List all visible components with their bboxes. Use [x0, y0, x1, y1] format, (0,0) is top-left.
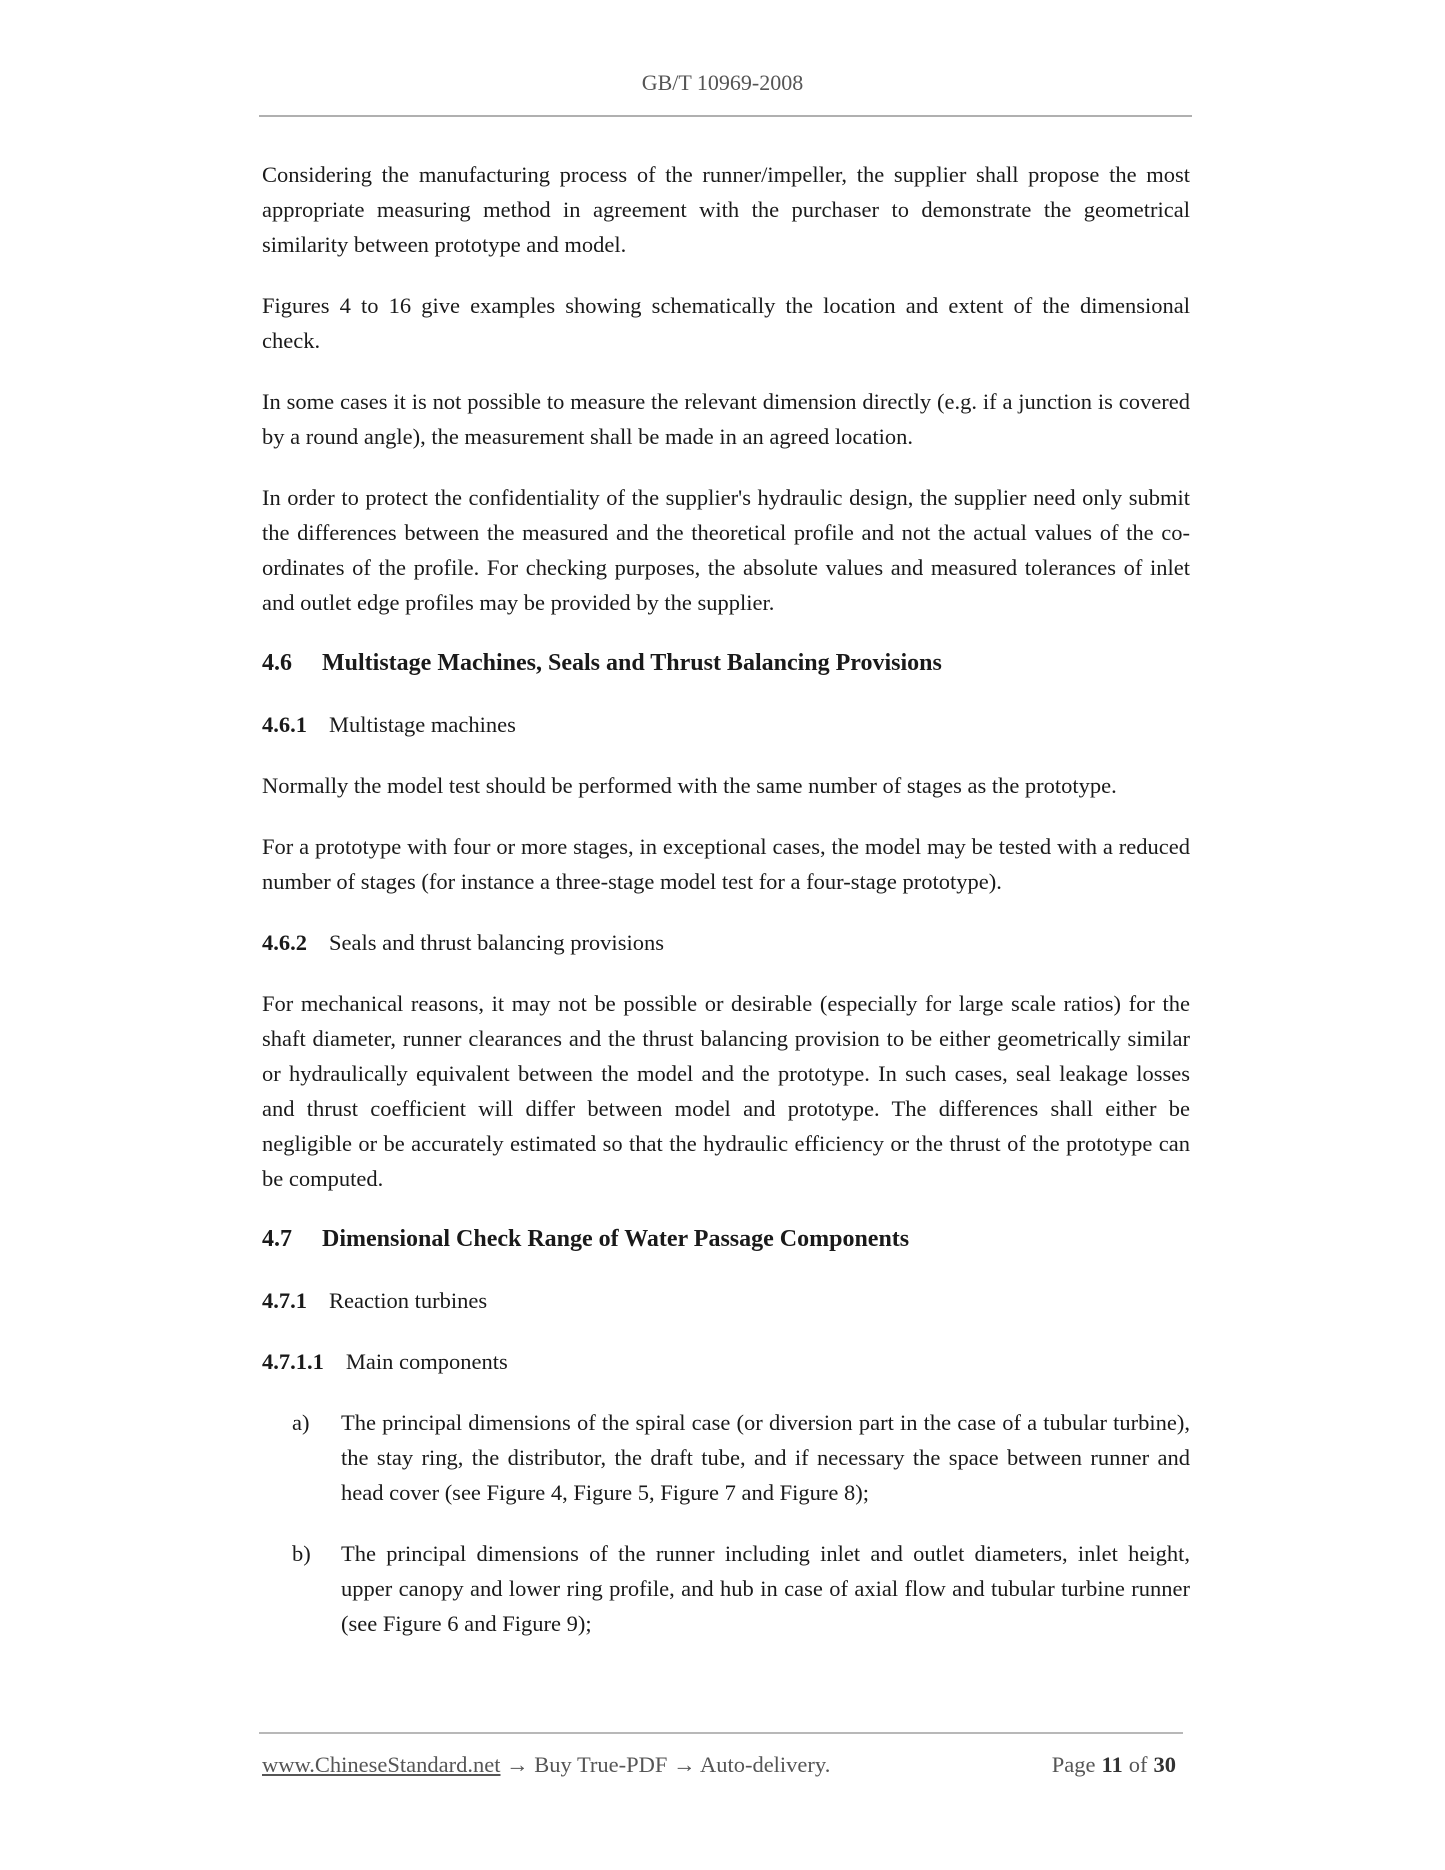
paragraph: In some cases it is not possible to measure the relevant dimension directly (e.g. if a junction is covered by a round angle), the measurement shall be made in an agreed location. [262, 389, 1190, 449]
section-number: 4.6 [262, 650, 292, 676]
footer-step-delivery: Auto-delivery. [699, 1752, 831, 1777]
section-heading-4-6 [262, 646, 1190, 681]
paragraph: Figures 4 to 16 give examples showing schematically the location and extent of the dimensional check. [262, 293, 1190, 353]
paragraph: For a prototype with four or more stages, in exceptional cases, the model may be tested with a reduced number of stages (for instance a three-stage model test for a four-stage prototype). [262, 834, 1190, 894]
document-header-title: GB/T 10969-2008 [641, 70, 804, 95]
subsection-heading-4-7-1-1 [262, 1344, 1190, 1379]
paragraph: Normally the model test should be performed with the same number of stages as the prototype. [262, 773, 1117, 798]
list-marker: a) [292, 1410, 310, 1435]
subsection-number: 4.6.2 [262, 930, 307, 955]
list-item [262, 1405, 1190, 1510]
paragraph: For mechanical reasons, it may not be possible or desirable (especially for large scale ratios) for the shaft diameter, runner clearances and the thrust balancing provision to be either geometrically similar or hydraulically equivalent between the model and the prototype. In such cases, seal leakage losses and thrust coefficient will differ between model and prototype. The differences shall either be negligible or be accurately estimated so that the hydraulic efficiency or the thrust of the prototype can be computed. [262, 991, 1190, 1191]
list-item-text: The principal dimensions of the runner including inlet and outlet diameters, inlet height, upper canopy and lower ring profile, and hub in case of axial flow and tubular turbine runner (see Figure 6 and Figure 9); [341, 1541, 1190, 1636]
page-total: 30 [1153, 1752, 1176, 1777]
subsection-heading-4-6-1 [262, 707, 1190, 742]
footer-step-buy: Buy True-PDF [534, 1752, 668, 1777]
section-heading-4-7 [262, 1222, 1190, 1257]
page-current: 11 [1101, 1752, 1123, 1777]
arrow-right-icon: → [673, 1752, 696, 1777]
footer-divider [259, 1732, 1183, 1734]
list-marker: b) [292, 1541, 311, 1566]
page-label: Page [1051, 1752, 1096, 1777]
subsection-title: Reaction turbines [329, 1288, 488, 1313]
section-title: Dimensional Check Range of Water Passage Components [322, 1226, 910, 1252]
subsection-number: 4.7.1.1 [262, 1349, 324, 1374]
subsection-heading-4-6-2 [262, 925, 1190, 960]
page-indicator [1052, 1752, 1182, 1778]
subsection-title: Seals and thrust balancing provisions [329, 930, 664, 955]
header-divider [259, 115, 1192, 117]
list-item-text: The principal dimensions of the spiral case (or diversion part in the case of a tubular turbine), the stay ring, the distributor, the draft tube, and if necessary the space between runner and head cover (see Figure 4, Figure 5, Figure 7 and Figure 8); [341, 1410, 1190, 1505]
list-item [262, 1536, 1190, 1641]
section-title: Multistage Machines, Seals and Thrust Balancing Provisions [322, 650, 942, 676]
subsection-title: Main components [345, 1349, 508, 1374]
page-of-label: of [1128, 1752, 1148, 1777]
subsection-number: 4.7.1 [262, 1288, 307, 1313]
subsection-heading-4-7-1 [262, 1283, 1190, 1318]
subsection-number: 4.6.1 [262, 712, 307, 737]
arrow-right-icon: → [506, 1752, 529, 1777]
subsection-title: Multistage machines [329, 712, 516, 737]
page-footer [262, 1752, 1182, 1778]
page-content [262, 157, 1190, 1667]
paragraph: Considering the manufacturing process of the runner/impeller, the supplier shall propose the most appropriate measuring method in agreement with the purchaser to demonstrate the geometrical similarity between prototype and model. [262, 162, 1190, 257]
section-number: 4.7 [262, 1226, 292, 1252]
website-link[interactable]: www.ChineseStandard.net [262, 1752, 501, 1777]
paragraph: In order to protect the confidentiality of the supplier's hydraulic design, the supplier need only submit the differences between the measured and the theoretical profile and not the actual values of the co-ordinates of the profile. For checking purposes, the absolute values and measured tolerances of inlet and outlet edge profiles may be provided by the supplier. [262, 485, 1190, 615]
